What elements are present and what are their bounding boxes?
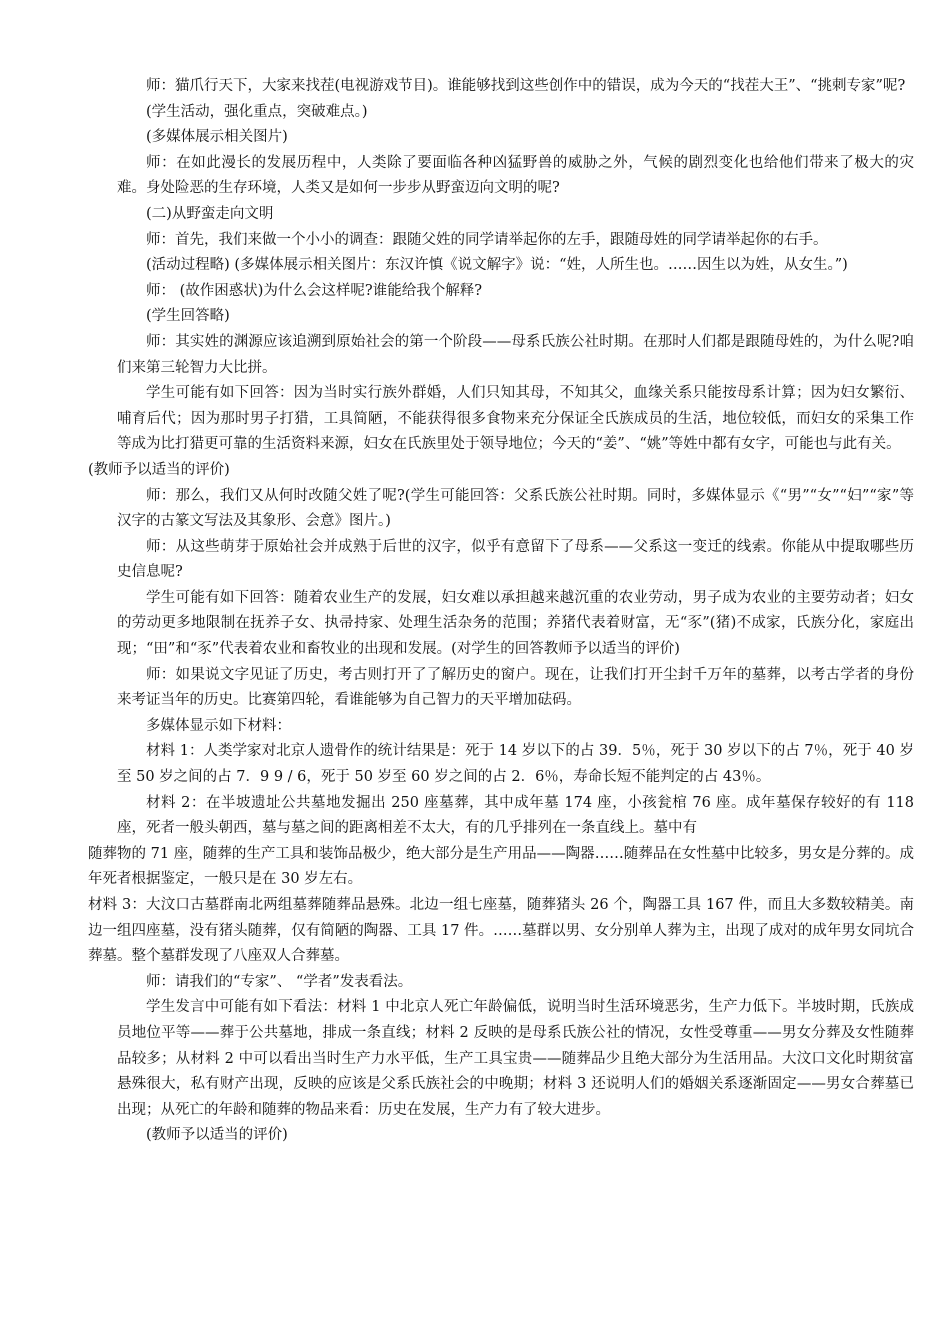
paragraph: 师：请我们的“专家”、 “学者”发表看法。 (146, 973, 413, 990)
paragraph: 学生可能有如下回答：因为当时实行族外群婚，人们只知其母，不知其父，血缘关系只能按母系计算；因为妇女繁衍、哺育后代；因为那时男子打猎，工具简陋，不能获得很多食物来充分保证全氏族成员的生活，地位较低，而妇女的采集工作等成为比打猎更可靠的生活资料来源，妇女在氏族里处于领导地位；今天的“姜”、“姚”等姓中都有女字，可能也与此有关。 (117, 385, 914, 453)
section-heading: (二)从野蛮走向文明 (146, 205, 274, 222)
paragraph: 师：那么，我们又从何时改随父姓了呢?(学生可能回答：父系氏族公社时期。同时，多媒体显示《“男”“女”“妇”“家”等汉字的古篆文写法及其象形、会意》图片。) (117, 487, 914, 530)
paragraph: (教师予以适当的评价) (88, 461, 230, 478)
paragraph: 师：猫爪行天下，大家来找茬(电视游戏节目)。谁能够找到这些创作中的错误，成为今天的“找茬大王”、“挑刺专家”呢? (146, 78, 906, 94)
material-paragraph: 材料 3：大汶口古墓群南北两组墓葬随葬品悬殊。北边一组七座墓，随葬猪头 26 个，陶器工具 167 件，而且大多数较精美。南边一组四座墓，没有猪头随葬，仅有简陋的陶器、工具 17 件。……墓群以男、女分别单人葬为主，出现了成对的成年男女同坑合葬墓。整个墓群发现了八座双人合葬墓。 (88, 897, 914, 965)
material-paragraph: 材料 2：在半坡遗址公共墓地发掘出 250 座墓葬，其中成年墓 174 座，小孩瓮棺 76 座。成年墓保存较好的有 118 座，死者一般头朝西，墓与墓之间的距离相差不太大，有的几乎排列在一条直线上。墓中有 (117, 794, 914, 837)
paragraph: 师：其实姓的渊源应该追溯到原始社会的第一个阶段——母系氏族公社时期。在那时人们都是跟随母姓的，为什么呢?咱们来第三轮智力大比拼。 (117, 333, 914, 376)
paragraph: 学生发言中可能有如下看法：材料 1 中北京人死亡年龄偏低，说明当时生活环境恶劣，生产力低下。半坡时期，氏族成员地位平等——葬于公共墓地，排成一条直线；材料 2 反映的是母系氏族公社的情况，女性受尊重——男女分葬及女性随葬品较多；从材料 2 中可以看出当时生产力水平低，生产工具宝贵——随葬品少且绝大部分为生活用品。大汶口文化时期贫富悬殊很大，私有财产出现，反映的应该是父系氏族社会的中晚期；材料 3 还说明人们的婚姻关系逐渐固定——男女合葬墓已出现；从死亡的年龄和随葬的物品来看：历史在发展，生产力有了较大进步。 (117, 999, 914, 1118)
paragraph: (学生活动，强化重点，突破难点。) (146, 103, 368, 120)
paragraph: 师：首先，我们来做一个小小的调查：跟随父姓的同学请举起你的左手，跟随母姓的同学请举起你的右手。 (146, 231, 828, 248)
material-paragraph: 随葬物的 71 座，随葬的生产工具和装饰品极少，绝大部分是生产用品——陶器……随葬品在女性墓中比较多，男女是分葬的。成年死者根据鉴定，一般只是在 30 岁左右。 (88, 845, 914, 888)
paragraph: (活动过程略) (多媒体展示相关图片：东汉许慎《说文解字》说：“姓，人所生也。……因生以为姓，从女生。”) (146, 257, 848, 274)
paragraph: 学生可能有如下回答：随着农业生产的发展，妇女难以承担越来越沉重的农业劳动，男子成为农业的主要劳动者；妇女的劳动更多地限制在抚养子女、执帚持家、处理生活杂务的范围；养猪代表着财富，无“豕”(猪)不成家，氏族分化，家庭出现；“田”和“豕”代表着农业和畜牧业的出现和发展。(对学生的回答教师予以适当的评价) (117, 589, 914, 658)
paragraph: (教师予以适当的评价) (146, 1127, 288, 1144)
paragraph: (多媒体展示相关图片) (146, 129, 288, 146)
paragraph: 师：如果说文字见证了历史，考古则打开了了解历史的窗户。现在，让我们打开尘封千万年的墓葬，以考古学者的身份来考证当年的历史。比赛第四轮，看谁能够为自己智力的天平增加砝码。 (117, 666, 914, 709)
paragraph: 师： (故作困惑状)为什么会这样呢?谁能给我个解释? (146, 282, 482, 299)
paragraph: 师：从这些萌芽于原始社会并成熟于后世的汉字，似乎有意留下了母系——父系这一变迁的线索。你能从中提取哪些历史信息呢? (117, 538, 914, 581)
material-paragraph: 材料 1：人类学家对北京人遗骨作的统计结果是：死于 14 岁以下的占 39．5％，死于 30 岁以下的占 7％，死于 40 岁至 50 岁之间的占 7．9 9 / 6，死于 50 岁至 60 岁之间的占 2．6％，寿命长短不能判定的占 43％。 (117, 743, 914, 786)
paragraph: (学生回答略) (146, 308, 230, 325)
paragraph: 师：在如此漫长的发展历程中，人类除了要面临各种凶猛野兽的威胁之外，气候的剧烈变化也给他们带来了极大的灾难。身处险恶的生存环境，人类又是如何一步步从野蛮迈向文明的呢? (117, 154, 914, 197)
paragraph: 多媒体显示如下材料： (146, 717, 291, 734)
